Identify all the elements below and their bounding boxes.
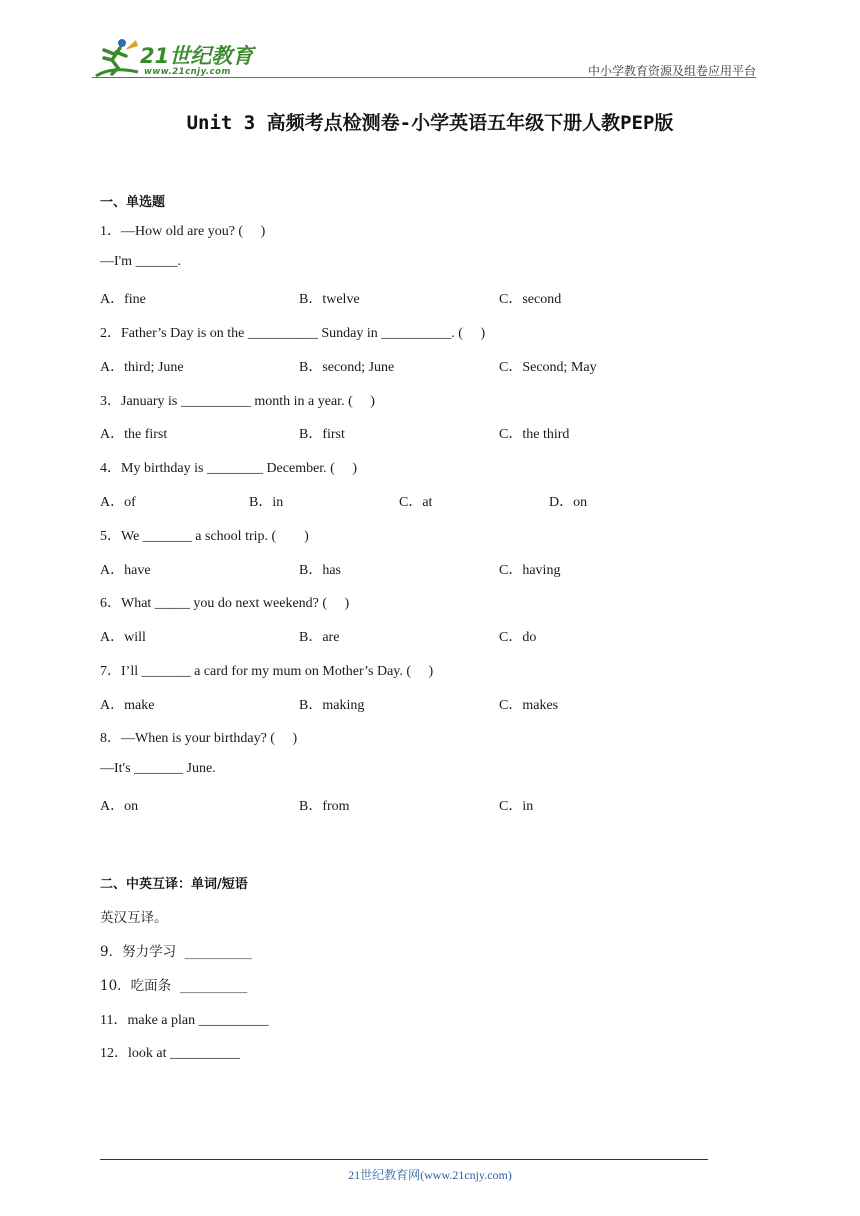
question-2-option-a: A．third; June bbox=[100, 360, 184, 375]
question-1-stem: 1．—How old are you? ( ) bbox=[100, 224, 266, 239]
section-heading-single-choice: 一、单选题 bbox=[100, 195, 166, 210]
question-2-option-b: B．second; June bbox=[299, 360, 395, 375]
page-header bbox=[92, 30, 756, 80]
question-2-option-c: C．Second; May bbox=[499, 360, 597, 375]
question-7-option-b: B．making bbox=[299, 698, 365, 713]
question-3-option-a: A．the first bbox=[100, 427, 168, 442]
question-7-stem: 7．I’ll _______ a card for my mum on Mother’s Day. ( ) bbox=[100, 664, 434, 679]
header-platform-text: 中小学教育资源及组卷应用平台 bbox=[587, 64, 756, 78]
question-3-stem: 3．January is __________ month in a year. ( ) bbox=[100, 394, 375, 409]
section-heading-translation: 二、中英互译：单词/短语 bbox=[100, 877, 248, 892]
header-divider bbox=[92, 77, 756, 78]
question-4-option-c: C．at bbox=[399, 495, 433, 510]
question-8-stem: 8．—When is your birthday? ( ) bbox=[100, 731, 298, 746]
question-6-stem: 6．What _____ you do next weekend? ( ) bbox=[100, 596, 350, 611]
runner-logo-icon bbox=[92, 36, 140, 78]
question-4-option-b: B．in bbox=[249, 495, 284, 510]
translation-instruction: 英汉互译。 bbox=[100, 910, 168, 926]
question-7-option-c: C．makes bbox=[499, 698, 559, 713]
question-1-option-b: B．twelve bbox=[299, 292, 360, 307]
question-4-option-a: A．of bbox=[100, 495, 136, 510]
question-1-option-c: C．second bbox=[499, 292, 562, 307]
question-6-option-c: C．do bbox=[499, 630, 537, 645]
translation-item-9: 9．努力学习 __________ bbox=[100, 944, 253, 960]
question-1-option-a: A．fine bbox=[100, 292, 146, 307]
logo-text: 21世纪教育 bbox=[140, 44, 254, 68]
question-4-stem: 4．My birthday is ________ December. ( ) bbox=[100, 461, 358, 476]
question-8-line-2: —It's _______ June. bbox=[100, 761, 216, 776]
question-4-option-d: D．on bbox=[549, 495, 588, 510]
question-1-line-2: —I'm ______. bbox=[100, 254, 182, 269]
question-5-option-c: C．having bbox=[499, 563, 561, 578]
question-8-option-c: C．in bbox=[499, 799, 534, 814]
question-6-option-b: B．are bbox=[299, 630, 340, 645]
question-6-option-a: A．will bbox=[100, 630, 146, 645]
question-5-option-a: A．have bbox=[100, 563, 151, 578]
question-2-stem: 2．Father’s Day is on the __________ Sunday in __________. ( ) bbox=[100, 326, 486, 341]
question-8-option-b: B．from bbox=[299, 799, 350, 814]
question-3-option-c: C．the third bbox=[499, 427, 570, 442]
logo-url: www.21cnjy.com bbox=[144, 67, 231, 77]
translation-item-10: 10．吃面条 __________ bbox=[100, 978, 248, 994]
translation-item-12: 12．look at __________ bbox=[100, 1046, 240, 1061]
question-8-option-a: A．on bbox=[100, 799, 139, 814]
footer-text: 21世纪教育网(www.21cnjy.com) bbox=[348, 1168, 512, 1182]
question-3-option-b: B．first bbox=[299, 427, 345, 442]
question-5-option-b: B．has bbox=[299, 563, 341, 578]
question-7-option-a: A．make bbox=[100, 698, 155, 713]
question-5-stem: 5．We _______ a school trip. ( ) bbox=[100, 529, 309, 544]
footer-divider bbox=[100, 1159, 708, 1160]
page-title: Unit 3 高频考点检测卷-小学英语五年级下册人教PEP版 bbox=[186, 112, 674, 134]
logo bbox=[92, 36, 262, 78]
translation-item-11: 11．make a plan __________ bbox=[100, 1013, 269, 1028]
